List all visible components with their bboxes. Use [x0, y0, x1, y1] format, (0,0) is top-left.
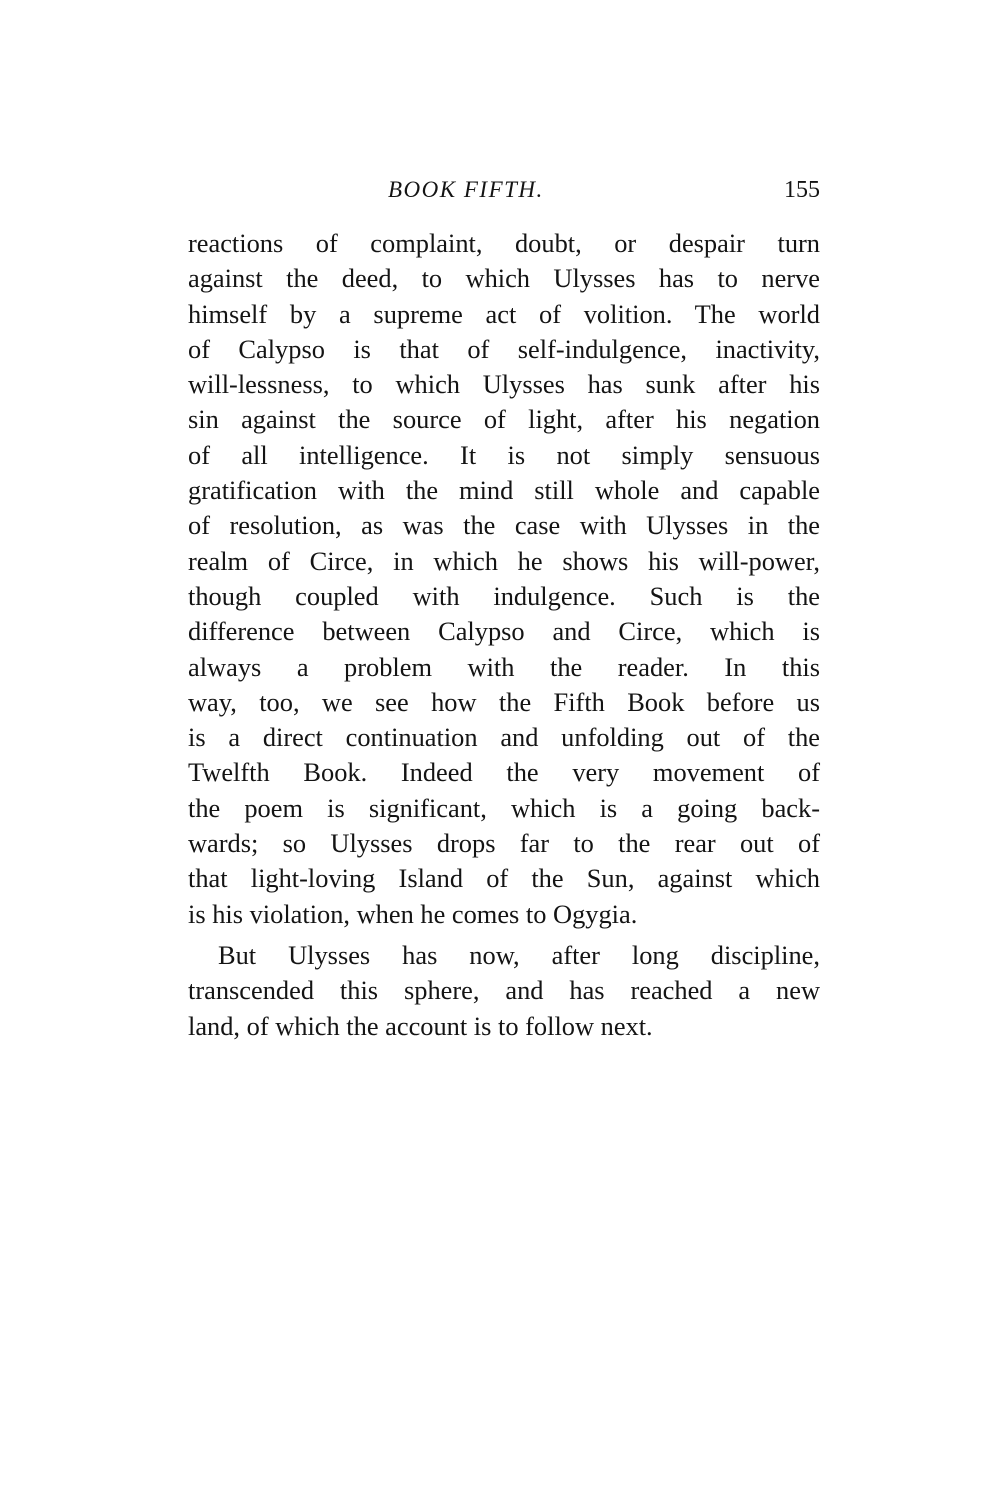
text-line: reactions of complaint, doubt, or despair turn — [188, 228, 820, 258]
paragraph-1 — [188, 226, 820, 932]
text-line: land, of which the account is to follow next. — [188, 1010, 653, 1041]
text-line: always a problem with the reader. In this — [188, 651, 820, 682]
text-line: is his violation, when he comes to Ogygia. — [188, 898, 638, 929]
text-line: wards; so Ulysses drops far to the rear out of — [188, 828, 820, 859]
text-line: way, too, we see how the Fifth Book before us — [188, 686, 820, 717]
text-line: the poem is significant, which is a going back- — [188, 792, 820, 823]
text-line: of Calypso is that of self-indulgence, inactivity, — [188, 333, 820, 364]
running-head — [188, 174, 820, 206]
text-line: of all intelligence. It is not simply sensuous — [188, 439, 820, 470]
text-line: of resolution, as was the case with Ulysses in the — [188, 510, 820, 541]
body-text — [188, 226, 820, 1044]
text-line: against the deed, to which Ulysses has to nerve — [188, 263, 820, 294]
text-line: is a direct continuation and unfolding out of the — [188, 722, 820, 753]
text-line: sin against the source of light, after his negation — [188, 404, 820, 435]
paragraph-2 — [188, 938, 820, 1044]
text-line: himself by a supreme act of volition. The world — [188, 298, 820, 329]
text-line: transcended this sphere, and has reached a new — [188, 975, 820, 1006]
text-line: realm of Circe, in which he shows his will-power, — [188, 545, 820, 576]
page-number: 155 — [784, 177, 820, 203]
text-line: will-lessness, to which Ulysses has sunk after his — [188, 369, 820, 400]
text-line: difference between Calypso and Circe, which is — [188, 616, 820, 647]
text-line: though coupled with indulgence. Such is the — [188, 580, 820, 611]
text-line: that light-loving Island of the Sun, against which — [188, 863, 820, 894]
text-line: gratification with the mind still whole and capable — [188, 475, 820, 506]
text-line: Twelfth Book. Indeed the very movement of — [188, 757, 820, 788]
text-line: But Ulysses has now, after long discipline, — [218, 939, 820, 970]
running-title: BOOK FIFTH. — [388, 177, 544, 202]
